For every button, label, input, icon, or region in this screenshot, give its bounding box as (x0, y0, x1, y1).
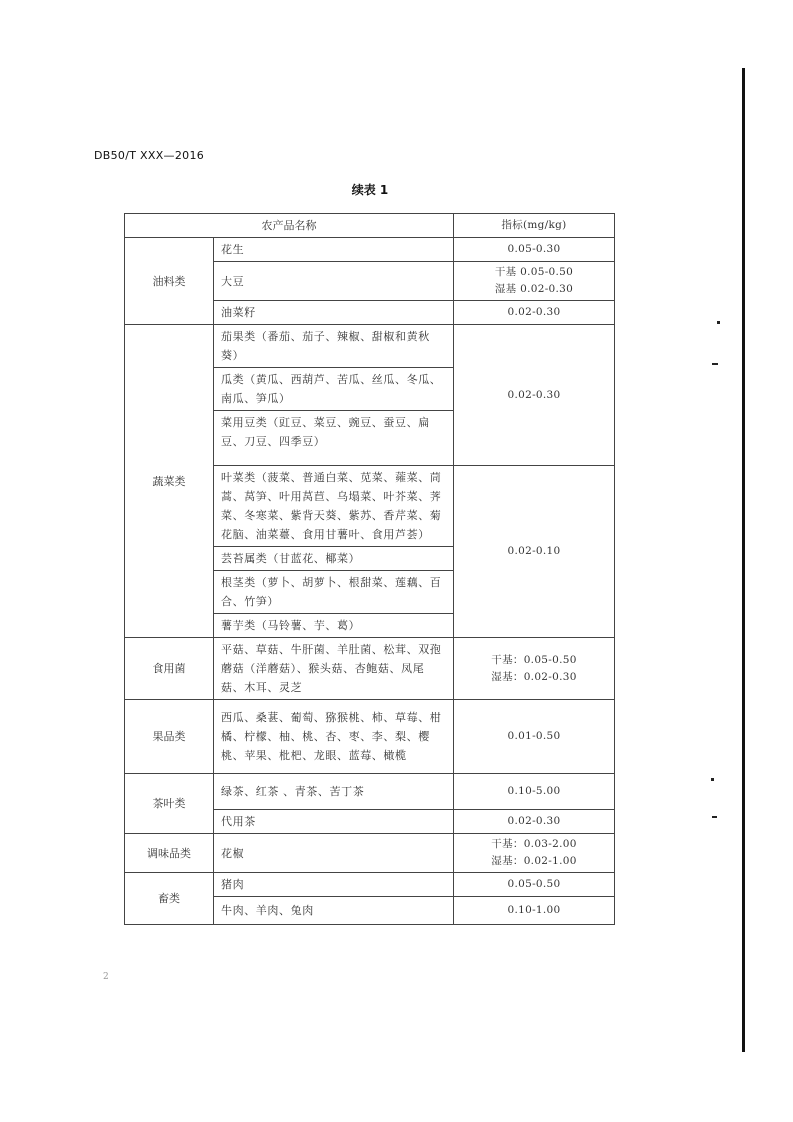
table-row (125, 834, 615, 873)
group-name-veg: 蔬菜类 (125, 325, 214, 638)
limit-value (454, 834, 615, 873)
group-name-meat: 畜类 (125, 873, 214, 925)
item-name: 牛肉、羊肉、兔肉 (214, 897, 454, 925)
group-name-spice: 调味品类 (125, 834, 214, 873)
group-name-oil: 油料类 (125, 238, 214, 325)
item-name: 芸苔属类（甘蓝花、椰菜） (214, 547, 454, 571)
table-row (125, 873, 615, 897)
table-row (125, 238, 615, 262)
limit-value: 0.10-1.00 (454, 897, 615, 925)
limit-value: 0.10-5.00 (454, 774, 615, 810)
column-header-product: 农产品名称 (125, 214, 454, 238)
item-name: 绿茶、红茶 、青茶、苦丁茶 (214, 774, 454, 810)
item-name: 薯芋类（马铃薯、芋、葛） (214, 614, 454, 638)
item-name: 瓜类（黄瓜、西葫芦、苦瓜、丝瓜、冬瓜、南瓜、笋瓜） (214, 368, 454, 411)
item-name: 花生 (214, 238, 454, 262)
group-name-fungi: 食用菌 (125, 638, 214, 700)
table-row (125, 325, 615, 368)
limit-value: 0.02-0.10 (454, 466, 615, 638)
scan-speck (717, 321, 720, 324)
item-name: 猪肉 (214, 873, 454, 897)
item-name: 西瓜、桑葚、葡萄、猕猴桃、柿、草莓、柑橘、柠檬、柚、桃、杏、枣、李、梨、樱桃、苹果、枇杷、龙眼、蓝莓、橄榄 (214, 700, 454, 774)
scan-edge-line (742, 68, 745, 1052)
item-name: 花椒 (214, 834, 454, 873)
limit-value: 0.02-0.30 (454, 325, 615, 466)
page-number: 2 (103, 972, 109, 982)
scan-speck (712, 363, 718, 365)
limit-value-wet: 湿基 0.02-0.30 (494, 283, 574, 295)
item-name: 代用茶 (214, 810, 454, 834)
table-header-row (125, 214, 615, 238)
item-name: 菜用豆类（豇豆、菜豆、豌豆、蚕豆、扁豆、刀豆、四季豆） (214, 411, 454, 466)
limit-value-wet: 湿基：0.02-1.00 (491, 855, 577, 867)
table-row (125, 774, 615, 810)
item-name: 叶菜类（菠菜、普通白菜、苋菜、蕹菜、茼蒿、莴笋、叶用莴苣、乌塌菜、叶芥菜、荠菜、冬寒菜、紫背天葵、紫苏、香芹菜、菊花脑、油菜薹、食用甘薯叶、食用芦荟） (214, 466, 454, 547)
limit-value: 0.05-0.50 (454, 873, 615, 897)
scan-speck (711, 778, 714, 781)
limit-value (454, 638, 615, 700)
scan-speck (712, 816, 717, 818)
item-name: 平菇、草菇、牛肝菌、羊肚菌、松茸、双孢蘑菇（洋蘑菇）、猴头菇、杏鲍菇、凤尾菇、木耳、灵芝 (214, 638, 454, 700)
item-name: 茄果类（番茄、茄子、辣椒、甜椒和黄秋葵） (214, 325, 454, 368)
limit-value: 0.05-0.30 (454, 238, 615, 262)
limit-value (454, 262, 615, 301)
limit-value: 0.02-0.30 (454, 301, 615, 325)
limit-value-dry: 干基 0.05-0.50 (494, 266, 574, 278)
table-title: 续表 1 (351, 183, 389, 197)
item-name: 根茎类（萝卜、胡萝卜、根甜菜、莲藕、百合、竹笋） (214, 571, 454, 614)
table-row (125, 638, 615, 700)
item-name: 油菜籽 (214, 301, 454, 325)
item-name: 大豆 (214, 262, 454, 301)
table-row (125, 700, 615, 774)
group-name-tea: 茶叶类 (125, 774, 214, 834)
document-code: DB50/T XXX—2016 (94, 149, 205, 162)
standard-table (124, 213, 615, 925)
limit-value: 0.02-0.30 (454, 810, 615, 834)
limit-value-dry: 干基：0.03-2.00 (491, 838, 577, 850)
group-name-fruit: 果品类 (125, 700, 214, 774)
column-header-limit: 指标(mg/kg) (454, 214, 615, 238)
limit-value-wet: 湿基：0.02-0.30 (491, 670, 577, 683)
limit-value: 0.01-0.50 (454, 700, 615, 774)
limit-value-dry: 干基：0.05-0.50 (491, 653, 577, 666)
